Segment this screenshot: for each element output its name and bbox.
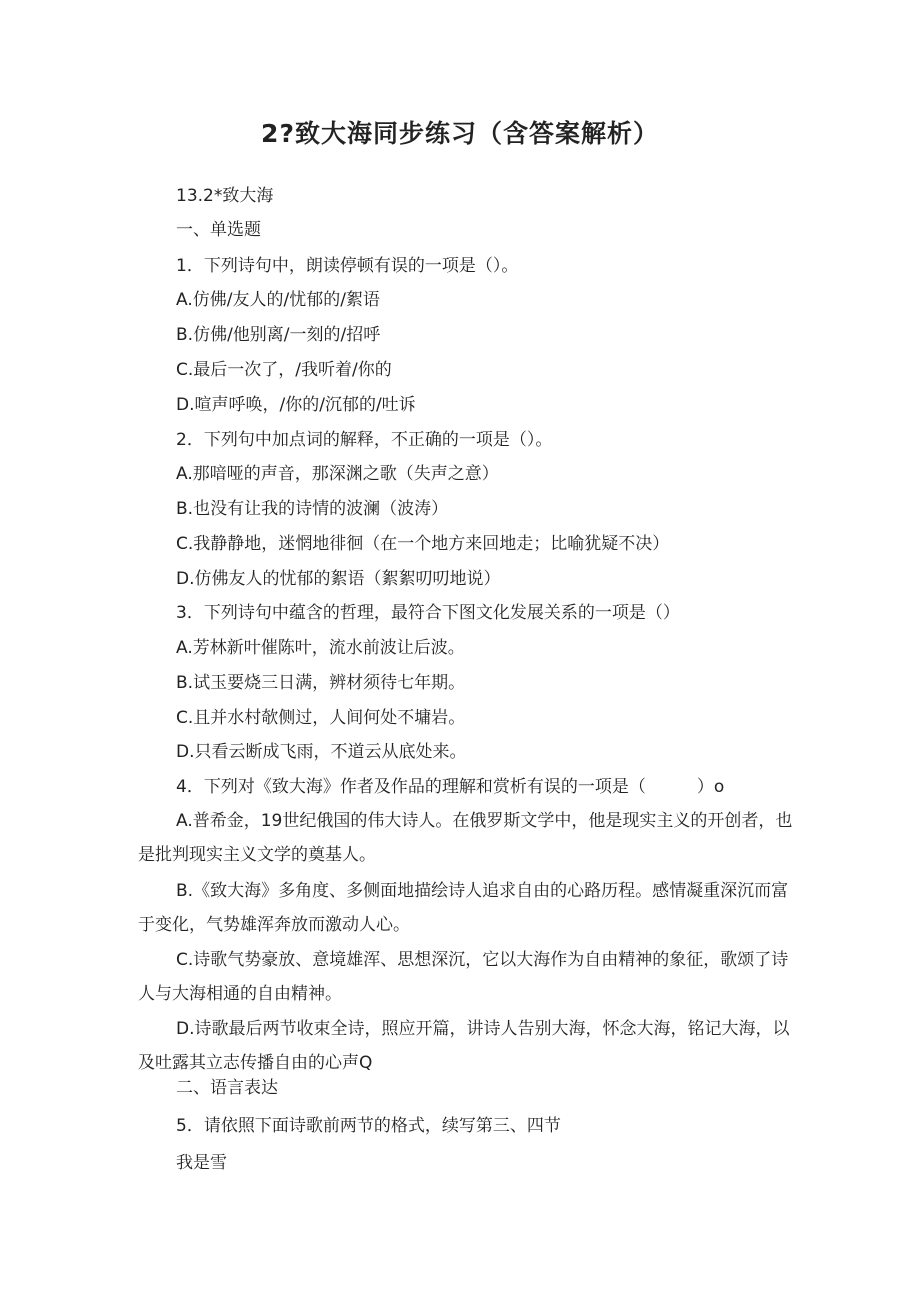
- question-3-option-c: C.且并水村欹侧过，人间何处不墉岩。: [176, 708, 466, 728]
- question-2-option-a: A.那喑哑的声音，那深渊之歌（失声之意）: [176, 464, 499, 484]
- question-5-stem: 5．请依照下面诗歌前两节的格式，续写第三、四节: [176, 1116, 561, 1136]
- question-2-option-d: D.仿佛友人的忧郁的絮语（絮絮叨叨地说）: [176, 569, 501, 589]
- document-title: 2?致大海同步练习（含答案解析）: [261, 119, 659, 148]
- section-heading-language-expression: 二、语言表达: [176, 1078, 278, 1098]
- question-1-option-b: B.仿佛/他别离/一刻的/招呼: [176, 325, 381, 345]
- question-3-stem: 3．下列诗句中蕴含的哲理，最符合下图文化发展关系的一项是（）: [176, 603, 680, 623]
- question-4-option-a: A.普希金，19世纪俄国的伟大诗人。在俄罗斯文学中，他是现实主义的开创者，也是批判现实主义文学的奠基人。: [138, 811, 793, 865]
- question-1-stem: 1．下列诗句中，朗读停顿有误的一项是（）。: [176, 256, 519, 276]
- question-1-option-d: D.喧声呼唤，/你的/沉郁的/吐诉: [176, 395, 416, 415]
- question-3-option-d: D.只看云断成飞雨，不道云从底处来。: [176, 742, 467, 762]
- poem-line-1: 我是雪: [176, 1153, 227, 1173]
- section-heading-single-choice: 一、单选题: [176, 220, 261, 240]
- question-3-option-b: B.试玉要烧三日满，辨材须待七年期。: [176, 673, 466, 693]
- question-1-option-c: C.最后一次了，/我听着/你的: [176, 360, 392, 380]
- question-2-option-b: B.也没有让我的诗情的波澜（波涛）: [176, 499, 449, 519]
- question-1-option-a: A.仿佛/友人的/忧郁的/絮语: [176, 290, 380, 310]
- question-4-option-d: D.诗歌最后两节收束全诗，照应开篇，讲诗人告别大海，怀念大海，铭记大海，以及吐露其立志传播自由的心声Q: [138, 1019, 790, 1073]
- lesson-subtitle: 13.2*致大海: [176, 186, 274, 206]
- question-2-option-c: C.我静静地，迷惘地徘徊（在一个地方来回地走；比喻犹疑不决）: [176, 534, 670, 554]
- question-4-option-b: B.《致大海》多角度、多侧面地描绘诗人追求自由的心路历程。感情凝重深沉而富于变化，气势雄浑奔放而激动人心。: [138, 881, 789, 935]
- question-4-stem: 4．下列对《致大海》作者及作品的理解和赏析有误的一项是（ ）o: [176, 777, 725, 797]
- question-4-option-c: C.诗歌气势豪放、意境雄浑、思想深沉，它以大海作为自由精神的象征，歌颂了诗人与大海相通的自由精神。: [138, 950, 789, 1004]
- question-2-stem: 2．下列句中加点词的解释，不正确的一项是（）。: [176, 430, 553, 450]
- question-3-option-a: A.芳林新叶催陈叶，流水前波让后波。: [176, 638, 465, 658]
